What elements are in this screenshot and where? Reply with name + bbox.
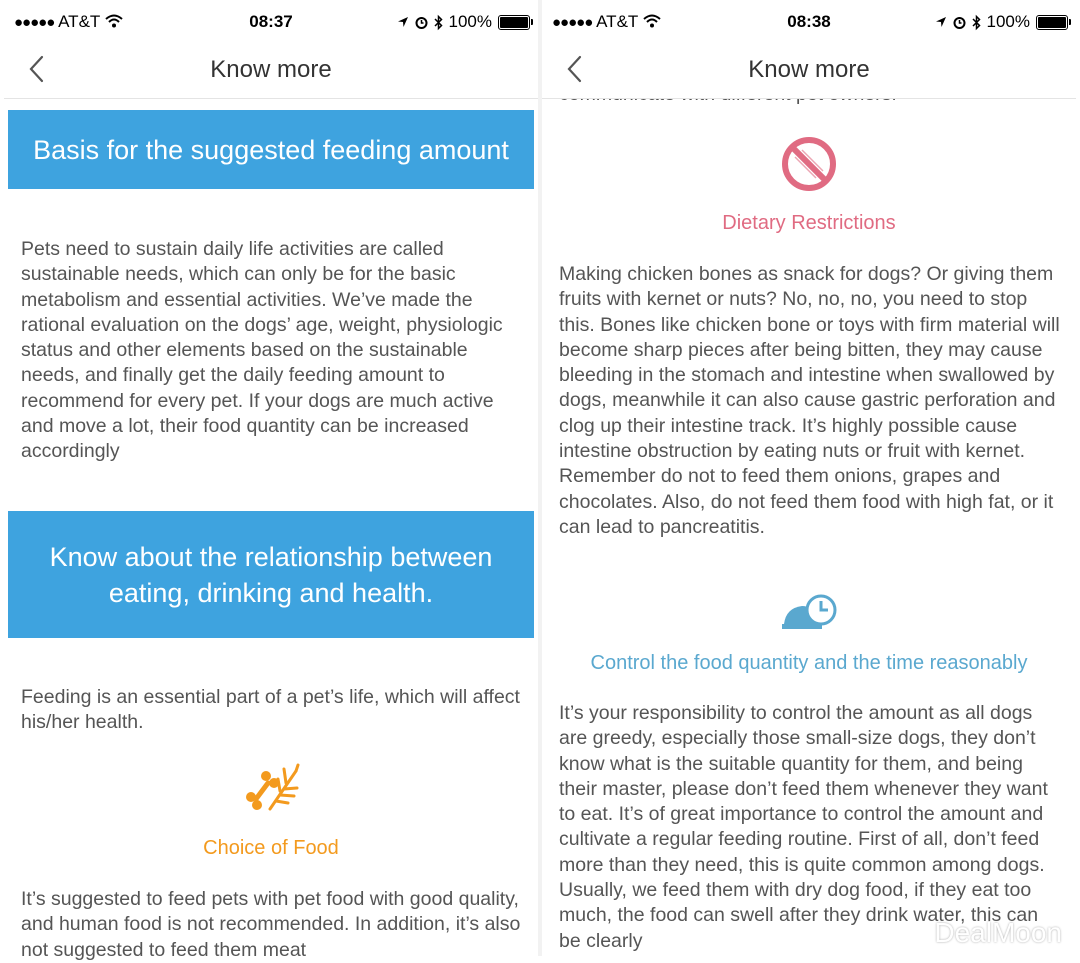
carrier-label: AT&T: [58, 12, 100, 31]
signal-icon: ●●●●●: [552, 14, 593, 31]
paragraph: Pets need to sustain daily life activities are called sustainable needs, which can only be for the basic metabolism and essential activities. We’ve made the rational evaluation on the dogs’ age, weight, physiologic status and other elements based on the sustainable needs, and finally get the daily feeding amount to recommend for every pet. If your dogs are much active and move a lot, their food quantity can be increased accordingly: [21, 238, 503, 463]
bluetooth-icon: [434, 15, 443, 30]
bowl-clock-icon: [780, 592, 838, 632]
watermark: DealMoon: [934, 917, 1062, 948]
bluetooth-icon: [972, 15, 981, 30]
status-bar: [542, 0, 1076, 44]
carrier-label: AT&T: [596, 12, 638, 31]
bone-fish-icon: [240, 759, 302, 815]
section-banner: Basis for the suggested feeding amount: [8, 110, 534, 189]
article-content[interactable]: [4, 99, 538, 961]
page-title: Know more: [210, 56, 332, 83]
alarm-icon: [953, 16, 966, 29]
article-content[interactable]: [542, 99, 1076, 956]
section-title: Choice of Food: [203, 837, 339, 859]
location-icon: [397, 16, 409, 28]
clock: 08:37: [249, 12, 293, 31]
section-title: Control the food quantity and the time reasonably: [590, 652, 1028, 674]
clock: 08:38: [787, 12, 831, 31]
battery-percent: 100%: [448, 12, 492, 31]
section-banner: Know about the relationship between eating, drinking and health.: [8, 511, 534, 638]
paragraph: It’s your responsibility to control the amount as all dogs are greedy, especially those small-size dogs, they don’t know what is the suitable quantity for them, and being their master, please don’t feed them whenever they want to eat. It’s of great importance to control the amount and cultivate a regular feeding routine. First of all, don’t feed more than they need, this is quite common among dogs. Usually, we feed them with dry dog food, if they eat too much, the food can swell after they drink water, this can be clearly: [559, 702, 1048, 952]
paragraph: Feeding is an essential part of a pet’s life, which will affect his/her health.: [21, 686, 520, 734]
signal-icon: ●●●●●: [14, 14, 55, 31]
battery-icon: [1036, 15, 1068, 30]
right-screen: [542, 0, 1076, 956]
status-bar: [4, 0, 538, 44]
left-screen: [4, 0, 538, 961]
location-icon: [935, 16, 947, 28]
navigation-bar: [542, 44, 1076, 99]
battery-icon: [498, 15, 530, 30]
page-title: Know more: [748, 56, 870, 83]
paragraph: Making chicken bones as snack for dogs? Or giving them fruits with kernet or nuts? No, no, no, you need to stop this. Bones like chicken bone or toys with firm material will become sharp pieces after being bitten, they may cause bleeding in the stomach and intestine when swallowed by dogs, meanwhile it can also cause gastric perforation and clog up their intestine track. It’s highly possible cause intestine obstruction by eating nuts or fruit with kernet. Remember do not to feed them onions, grapes and chocolates. Also, do not feed them food with high fat, or it can lead to pancreatitis.: [559, 263, 1060, 538]
battery-percent: 100%: [986, 12, 1030, 31]
paragraph: It’s suggested to feed pets with pet food with good quality, and human food is not recommended. In addition, it’s also not suggested to feed them meat: [21, 888, 521, 961]
section-title: Dietary Restrictions: [722, 212, 896, 234]
alarm-icon: [415, 16, 428, 29]
prohibited-icon: [780, 135, 838, 193]
navigation-bar: [4, 44, 538, 99]
